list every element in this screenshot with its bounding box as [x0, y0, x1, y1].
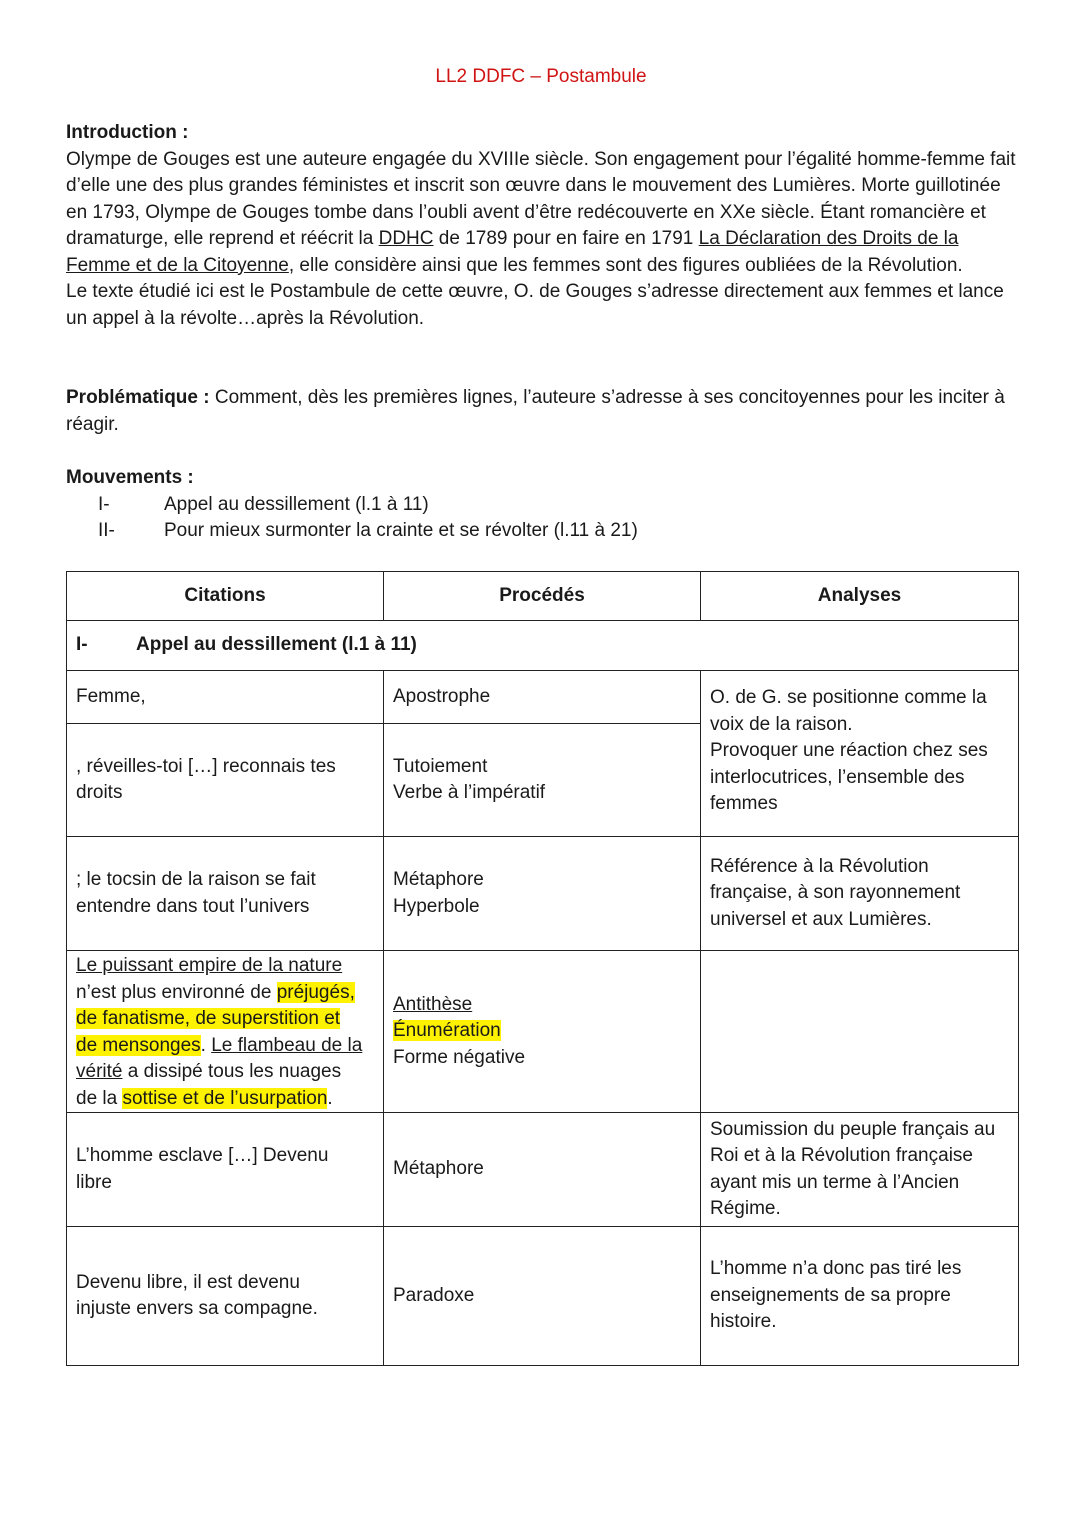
- table-row: [67, 837, 1019, 951]
- intro-text: Olympe de Gouges est une auteure engagée du XVIIIe siècle. Son engagement pour l’égalité homme-femme fait d’elle une des plus grandes féministes et inscrit son œuvre dans le mouvement des Lumières. Morte guillotinée en 1793, Olympe de Gouges tombe dans l’oubli avent d’être redécouverte en XXe siècle. Étant romancière et dramaturge, elle reprend et réécrit la: [66, 148, 1016, 249]
- table-row: [67, 951, 1019, 1113]
- citation-cell: Le puissant empire de la nature n’est plus environné de préjugés, de fanatisme, de superstition et de mensonges. Le flambeau de la vérité a dissipé tous les nuages de la sottise et de l’usurpation.: [67, 951, 384, 1113]
- procedes-cell: Paradoxe: [384, 1227, 701, 1366]
- problematique-section: [66, 385, 1021, 438]
- problematique-text: Comment, dès les premières lignes, l’auteure s’adresse à ses concitoyennes pour les inciter à réagir.: [66, 387, 1005, 435]
- mouvements-heading: Mouvements :: [66, 467, 194, 488]
- ddfc-title: La Déclaration des Droits de la Femme et de la Citoyenne: [66, 228, 959, 276]
- analyse-cell: Soumission du peuple français au Roi et à la Révolution française ayant mis un terme à l’Ancien Régime.: [701, 1113, 1019, 1227]
- citation-cell: , réveilles-toi […] reconnais tes droits: [67, 724, 384, 837]
- analyse-cell: O. de G. se positionne comme la voix de la raison. Provoquer une réaction chez ses interlocutrices, l’ensemble des femmes: [701, 671, 1019, 837]
- citation-cell: ; le tocsin de la raison se fait entendre dans tout l’univers: [67, 837, 384, 951]
- procedes-cell: Antithèse Énumération Forme négative: [384, 951, 701, 1113]
- procedes-cell: Métaphore Hyperbole: [384, 837, 701, 951]
- procedes-cell: Tutoiement Verbe à l’impératif: [384, 724, 701, 837]
- intro-second-paragraph: Le texte étudié ici est le Postambule de cette œuvre, O. de Gouges s’adresse directement aux femmes et lance un appel à la révolte…après la Révolution.: [66, 281, 1004, 329]
- table-row: [67, 671, 1019, 724]
- introduction-section: [66, 120, 1021, 332]
- procedes-cell: Apostrophe: [384, 671, 701, 724]
- ddhc-term: DDHC: [378, 228, 434, 249]
- header-analyses: Analyses: [701, 572, 1019, 621]
- table-row: [67, 1227, 1019, 1366]
- intro-text-c: , elle considère ainsi que les femmes sont des figures oubliées de la Révolution.: [288, 254, 963, 276]
- citation-cell: Devenu libre, il est devenu injuste envers sa compagne.: [67, 1227, 384, 1366]
- citation-cell: L’homme esclave […] Devenu libre: [67, 1113, 384, 1227]
- problematique-label: Problématique :: [66, 387, 210, 408]
- analyse-cell: L’homme n’a donc pas tiré les enseignements de sa propre histoire.: [701, 1227, 1019, 1366]
- introduction-heading: Introduction :: [66, 122, 189, 143]
- analyse-cell: Référence à la Révolution française, à son rayonnement universel et aux Lumières.: [701, 837, 1019, 951]
- table-row: [67, 1113, 1019, 1227]
- intro-text-b: de 1789 pour en faire en 1791: [433, 228, 699, 249]
- analysis-table: [66, 571, 1019, 1366]
- header-procedes: Procédés: [384, 572, 701, 621]
- section-title: Appel au dessillement (l.1 à 11): [136, 634, 417, 656]
- table-header-row: [67, 572, 1019, 621]
- citation-cell: Femme,: [67, 671, 384, 724]
- analyse-cell: [701, 951, 1019, 1113]
- document-title: LL2 DDFC – Postambule: [435, 66, 647, 87]
- header-citations: Citations: [67, 572, 384, 621]
- section-row: I- Appel au dessillement (l.1 à 11): [67, 621, 1019, 671]
- procedes-cell: Métaphore: [384, 1113, 701, 1227]
